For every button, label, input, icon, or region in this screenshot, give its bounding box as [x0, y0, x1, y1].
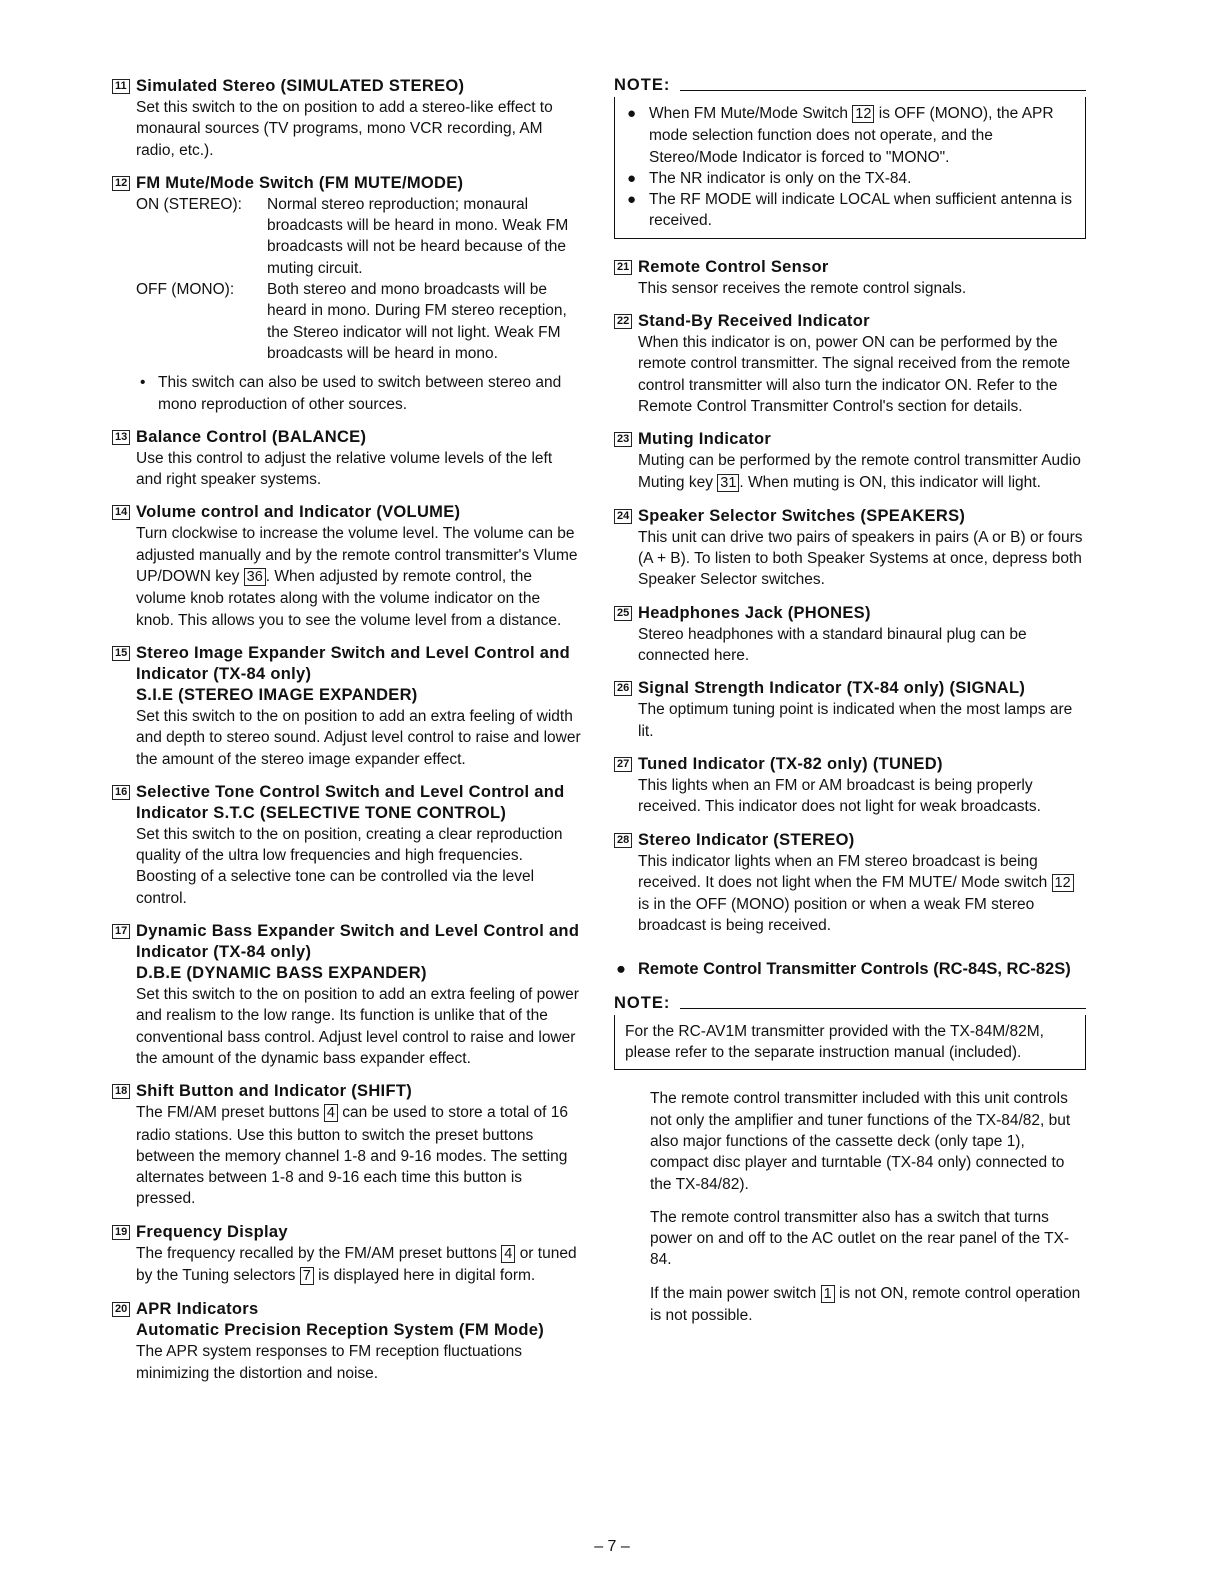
text-part: can be used to store a total of 16 radio stations. Use this button to switch the preset buttons between the memory channel 1-8 and 9-16 modes. The setting alternates between 1-8 and 9-16 each time this button is pressed. [136, 1104, 568, 1208]
switch-off-text: Both stereo and mono broadcasts will be heard in mono. During FM stereo reception, the Stereo indicator will not light. Weak FM broadcasts will be heard in mono. [267, 281, 567, 362]
item-19 [112, 1222, 582, 1288]
text-part: The FM/AM preset buttons [136, 1104, 320, 1122]
text-part: The frequency recalled by the FM/AM preset buttons [136, 1244, 497, 1262]
item-number: 11 [112, 79, 130, 94]
item-title: Balance Control (BALANCE) [136, 427, 367, 446]
note-rule [680, 90, 1086, 91]
item-text: The optimum tuning point is indicated when the most lamps are lit. [638, 701, 1073, 740]
item-text: Set this switch to the on position to add an extra feeling of power and realism to the low range. Its function is unlike that of the conventional bass control. Adjust level control to raise and lower the amount of the dynamic bass expander effect. [136, 986, 579, 1067]
item-21 [614, 257, 1086, 299]
switch-off-label: OFF (MONO): [136, 281, 235, 299]
item-number: 20 [112, 1302, 130, 1317]
note-rule [680, 1008, 1086, 1009]
item-number: 19 [112, 1225, 130, 1240]
switch-on-text: Normal stereo reproduction; monaural broadcasts will be heard in mono. Weak FM broadcasts will not be heard because of the muting circuit. [267, 195, 569, 277]
item-15 [112, 643, 582, 770]
item-title: Muting Indicator [638, 430, 772, 449]
item-title: Tuned Indicator (TX-82 only) (TUNED) [638, 754, 943, 773]
item-subtitle: S.I.E (STEREO IMAGE EXPANDER) [136, 685, 418, 704]
item-number: 24 [614, 509, 632, 524]
text-part: When FM Mute/Mode Switch [649, 105, 848, 122]
item-12 [112, 173, 582, 415]
text-part: Muting can be performed by the remote control transmitter Audio Muting key [638, 452, 1081, 491]
item-text: When this indicator is on, power ON can be performed by the remote control transmitter. The signal received from the remote control transmitter will also turn the indicator ON. Refer to the Remote Control Transmitter Control's section for details. [638, 334, 1071, 415]
item-23 [614, 429, 1086, 494]
note-bullet [625, 168, 1075, 189]
item-title: Dynamic Bass Expander Switch and Level Control and Indicator (TX-84 only) [136, 922, 580, 962]
paragraph: The remote control transmitter included with this unit controls not only the amplifier and tuner functions of the TX-84/82, but also major functions of the cassette deck (only tape 1), compact disc player and turntable (TX-84 only) connected to the TX-84/82). [650, 1090, 1071, 1193]
page-number: – 7 – [594, 1538, 630, 1555]
paragraph [614, 1283, 1086, 1327]
item-title: Shift Button and Indicator (SHIFT) [136, 1082, 412, 1101]
item-text [136, 523, 582, 630]
item-20 [112, 1299, 582, 1384]
item-number: 21 [614, 260, 632, 275]
item-number: 13 [112, 430, 130, 445]
note-heading [614, 994, 1086, 1013]
bullet: ● [616, 959, 626, 978]
item-text: This unit can drive two pairs of speakers in pairs (A or B) or fours (A + B). To listen to both Speaker Systems at once, depress both Speaker Selector switches. [638, 528, 1083, 589]
text-part: is OFF (MONO), the APR mode selection function does not operate, and the Stereo/Mode Indicator is forced to "MONO". [649, 105, 1054, 166]
item-number: 15 [112, 646, 130, 661]
text-part: This indicator lights when an FM stereo broadcast is being received. It does not light when the FM MUTE/ Mode switch [638, 852, 1048, 891]
item-text: This sensor receives the remote control signals. [638, 279, 967, 297]
item-27 [614, 754, 1086, 818]
item-subtitle: Automatic Precision Reception System (FM Mode) [136, 1321, 545, 1340]
item-16 [112, 782, 582, 909]
item-number: 27 [614, 757, 632, 772]
key-reference: 7 [300, 1267, 314, 1285]
item-number: 12 [112, 176, 130, 191]
item-number: 14 [112, 505, 130, 520]
text-part: is not ON, remote control operation is not possible. [650, 1284, 1081, 1324]
item-title: Stand-By Received Indicator [638, 312, 870, 331]
remote-section-title: Remote Control Transmitter Controls (RC-84S, RC-82S) [638, 959, 1071, 978]
text-part: Turn clockwise to increase the volume level. The volume can be adjusted manually and by the remote control transmitter's Vlume UP/DOWN key [136, 525, 578, 586]
key-reference: 4 [324, 1104, 338, 1122]
item-22 [614, 311, 1086, 417]
note-label: NOTE: [614, 76, 671, 94]
right-column [614, 76, 1086, 1338]
remote-section-heading [614, 959, 1086, 980]
text-part: The NR indicator is only on the TX-84. [649, 169, 912, 187]
item-title: Signal Strength Indicator (TX-84 only) (SIGNAL) [638, 679, 1026, 698]
item-28 [614, 830, 1086, 937]
key-reference: 12 [1052, 874, 1074, 892]
item-text [136, 1243, 582, 1288]
item-title: Stereo Image Expander Switch and Level Control and Indicator (TX-84 only) [136, 643, 571, 683]
bullet: ● [627, 191, 637, 209]
note-bullet [625, 189, 1075, 232]
key-reference: 1 [821, 1285, 835, 1303]
item-18 [112, 1081, 582, 1209]
item-title: APR Indicators [136, 1300, 259, 1319]
item-title: Headphones Jack (PHONES) [638, 603, 871, 622]
switch-on-label: ON (STEREO): [136, 195, 242, 213]
bullet: ● [627, 105, 637, 122]
bullet: • [140, 374, 146, 392]
item-number: 22 [614, 314, 632, 329]
item-text: Set this switch to the on position to add an extra feeling of width and depth to stereo sound. Adjust level control to raise and lower the amount of the stereo image expander effect. [136, 707, 581, 768]
item-text: Use this control to adjust the relative volume levels of the left and right speaker systems. [136, 449, 553, 489]
item-text [638, 450, 1086, 494]
key-reference: 36 [244, 568, 266, 586]
item-subtitle: D.B.E (DYNAMIC BASS EXPANDER) [136, 964, 427, 983]
note-box [614, 1015, 1086, 1071]
item-text: Set this switch to the on position to add a stereo-like effect to monaural sources (TV programs, mono VCR recording, AM radio, etc.). [136, 99, 553, 159]
item-number: 16 [112, 785, 130, 800]
item-title: Simulated Stereo (SIMULATED STEREO) [136, 77, 465, 95]
item-title: Stereo Indicator (STEREO) [638, 830, 855, 849]
item-25 [614, 603, 1086, 667]
switch-on-row [136, 194, 582, 279]
item-title: Frequency Display [136, 1222, 288, 1241]
text-part: If the main power switch [650, 1284, 817, 1302]
item-text: The APR system responses to FM reception fluctuations minimizing the distortion and noise. [136, 1343, 522, 1382]
left-column [112, 76, 582, 1396]
item-number: 26 [614, 681, 632, 696]
key-reference: 4 [501, 1245, 515, 1263]
item-title: FM Mute/Mode Switch (FM MUTE/MODE) [136, 173, 464, 192]
key-reference: 31 [717, 474, 739, 492]
item-title: Volume control and Indicator (VOLUME) [136, 503, 461, 522]
item-number: 25 [614, 606, 632, 621]
text-part: or tuned by the Tuning selectors [136, 1244, 577, 1284]
text-part: is in the OFF (MONO) position or when a weak FM stereo broadcast is being received. [638, 896, 1035, 935]
item-title: Selective Tone Control Switch and Level Control and Indicator S.T.C (SELECTIVE TONE CONTROL) [136, 782, 565, 822]
item-24 [614, 506, 1086, 591]
item-text: This lights when an FM or AM broadcast is being properly received. This indicator does not light for weak broadcasts. [638, 776, 1041, 816]
note-bullet [625, 103, 1075, 168]
switch-off-row [136, 279, 582, 364]
item-11 [112, 76, 582, 161]
note-text: For the RC-AV1M transmitter provided with the TX-84M/82M, please refer to the separate instruction manual (included). [625, 1022, 1044, 1062]
paragraph: The remote control transmitter also has a switch that turns power on and off to the AC outlet on the rear panel of the TX-84. [650, 1208, 1070, 1269]
item-text: Set this switch to the on position, creating a clear reproduction quality of the ultra low frequencies and high frequencies. Boosting of a selective tone can be controlled via the level control. [136, 825, 563, 907]
text-part: . When adjusted by remote control, the volume knob rotates along with the volume indicator on the knob. This allows you to see the volume level from a distance. [136, 568, 562, 629]
switch-note-text: This switch can also be used to switch between stereo and mono reproduction of other sources. [158, 374, 562, 413]
text-part: The RF MODE will indicate LOCAL when sufficient antenna is received. [649, 191, 1072, 230]
item-number: 23 [614, 432, 632, 447]
item-text [638, 851, 1086, 937]
text-part: . When muting is ON, this indicator will light. [739, 473, 1041, 491]
item-number: 18 [112, 1084, 130, 1099]
item-title: Speaker Selector Switches (SPEAKERS) [638, 506, 966, 525]
item-13 [112, 427, 582, 491]
item-number: 17 [112, 924, 130, 939]
bullet: ● [627, 169, 637, 187]
switch-note [136, 372, 582, 415]
text-part: is displayed here in digital form. [318, 1266, 536, 1284]
note-label: NOTE: [614, 993, 671, 1012]
item-17 [112, 921, 582, 1069]
item-number: 28 [614, 833, 632, 848]
item-text [136, 1102, 582, 1209]
note-heading [614, 76, 1086, 95]
item-text: Stereo headphones with a standard binaural plug can be connected here. [638, 625, 1027, 665]
item-26 [614, 678, 1086, 742]
key-reference: 12 [852, 105, 874, 123]
item-title: Remote Control Sensor [638, 257, 829, 276]
note-box [614, 97, 1086, 239]
item-14 [112, 502, 582, 630]
